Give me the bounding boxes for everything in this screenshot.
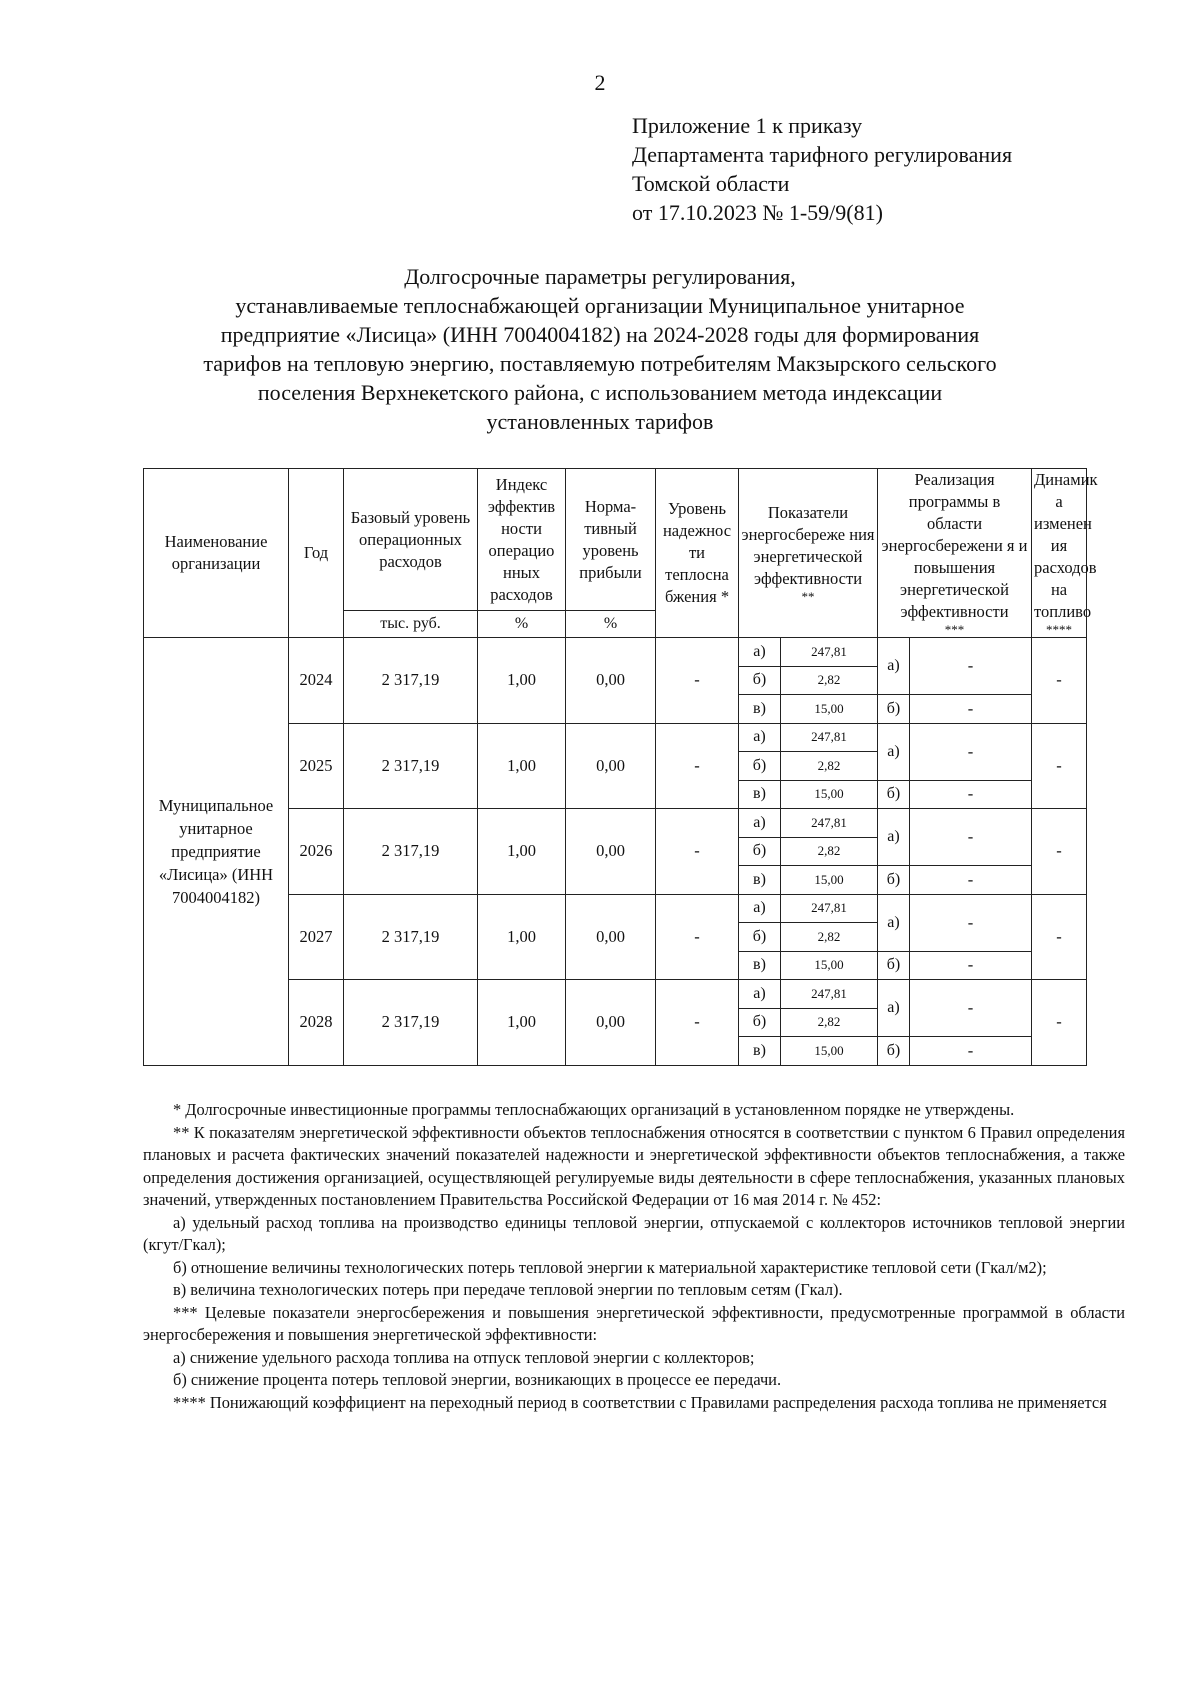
header-reliability — [656, 469, 739, 638]
header-dynamics — [1032, 469, 1098, 638]
energy-label: а) — [739, 638, 781, 667]
base-cost-cell: 2 317,19 — [344, 980, 478, 1066]
energy-label: а) — [739, 894, 781, 923]
base-cost-cell: 2 317,19 — [344, 894, 478, 980]
energy-value: 2,82 — [781, 666, 878, 695]
title-line: тарифов на тепловую энергию, поставляемую потребителям Макзырского сельского — [203, 351, 997, 376]
title-line: устанавливаемые теплоснабжающей организации Муниципальное унитарное — [235, 293, 965, 318]
energy-label: а) — [739, 723, 781, 752]
header-reliability-label: Уровень надежнос ти теплосна бжения — [662, 499, 732, 606]
year-cell: 2028 — [289, 980, 344, 1066]
organization-cell: Муниципальное унитарное предприятие «Лисица» (ИНН 7004004182) — [144, 638, 289, 1066]
energy-value: 15,00 — [781, 866, 878, 895]
approval-line: Департамента тарифного регулирования — [632, 142, 1013, 167]
header-energy — [739, 469, 878, 638]
header-energy-label: Показатели энергосбереже ния энергетической эффективности — [741, 503, 875, 588]
year-cell: 2026 — [289, 809, 344, 895]
table-row — [144, 638, 1087, 667]
program-label: б) — [878, 1037, 910, 1066]
unit-index: % — [478, 611, 566, 638]
efficiency-index-cell: 1,00 — [478, 809, 566, 895]
energy-label: в) — [739, 695, 781, 724]
year-cell: 2027 — [289, 894, 344, 980]
profit-level-cell: 0,00 — [566, 723, 656, 809]
energy-label: в) — [739, 951, 781, 980]
energy-value: 15,00 — [781, 695, 878, 724]
profit-level-cell: 0,00 — [566, 638, 656, 724]
energy-label: б) — [739, 837, 781, 866]
header-dynamics-label: Динамик а изменен ия расходов на топливо — [1034, 470, 1098, 621]
efficiency-index-cell: 1,00 — [478, 638, 566, 724]
program-label: а) — [878, 809, 910, 866]
program-value: - — [910, 638, 1032, 695]
program-value: - — [910, 951, 1032, 980]
footnote-mark: * — [720, 587, 730, 606]
energy-label: б) — [739, 923, 781, 952]
energy-value: 15,00 — [781, 780, 878, 809]
year-cell: 2024 — [289, 638, 344, 724]
profit-level-cell: 0,00 — [566, 894, 656, 980]
energy-label: в) — [739, 1037, 781, 1066]
program-label: б) — [878, 780, 910, 809]
header-index: Индекс эффектив ности операцио нных расходов — [478, 469, 566, 611]
footnote-mark: **** — [1046, 622, 1073, 637]
footnote-paragraph: * Долгосрочные инвестиционные программы теплоснабжающих организаций в установленном порядке не утверждены. — [173, 1100, 1015, 1119]
energy-label: в) — [739, 780, 781, 809]
energy-value: 15,00 — [781, 1037, 878, 1066]
base-cost-cell: 2 317,19 — [344, 638, 478, 724]
footnote-paragraph: *** Целевые показатели энергосбережения и повышения энергетической эффективности, предусмотренные программой в области энергосбережения и повышения энергетической эффективности: — [143, 1302, 1125, 1344]
document-title — [130, 262, 1070, 436]
unit-profit: % — [566, 611, 656, 638]
approval-line: Томской области — [632, 171, 790, 196]
program-label: а) — [878, 638, 910, 695]
program-value: - — [910, 866, 1032, 895]
program-value: - — [910, 1037, 1032, 1066]
energy-value: 247,81 — [781, 894, 878, 923]
dynamics-cell: - — [1032, 723, 1087, 809]
title-line: предприятие «Лисица» (ИНН 7004004182) на 2024-2028 годы для формирования — [220, 322, 980, 347]
program-value: - — [910, 723, 1032, 780]
program-value: - — [910, 695, 1032, 724]
energy-value: 247,81 — [781, 809, 878, 838]
program-value: - — [910, 809, 1032, 866]
program-value: - — [910, 894, 1032, 951]
dynamics-cell: - — [1032, 638, 1087, 724]
program-value: - — [910, 980, 1032, 1037]
footnote-mark: *** — [944, 622, 965, 637]
base-cost-cell: 2 317,19 — [344, 723, 478, 809]
program-label: а) — [878, 894, 910, 951]
profit-level-cell: 0,00 — [566, 980, 656, 1066]
title-line: установленных тарифов — [486, 409, 714, 434]
header-profit: Норма-тивный уровень прибыли — [566, 469, 656, 611]
energy-value: 247,81 — [781, 723, 878, 752]
energy-label: б) — [739, 666, 781, 695]
table-body — [144, 638, 1087, 1066]
energy-value: 247,81 — [781, 638, 878, 667]
profit-level-cell: 0,00 — [566, 809, 656, 895]
dynamics-cell: - — [1032, 809, 1087, 895]
reliability-cell: - — [656, 723, 739, 809]
footnote-paragraph: а) удельный расход топлива на производство единицы тепловой энергии, отпускаемой с коллекторов источников тепловой энергии (кгут/Гкал); — [143, 1212, 1125, 1254]
energy-value: 2,82 — [781, 837, 878, 866]
title-line: поселения Верхнекетского района, с использованием метода индексации — [257, 380, 943, 405]
footnote-paragraph: б) отношение величины технологических потерь тепловой энергии к материальной характеристике тепловой сети (Гкал/м2); — [173, 1257, 1047, 1277]
footnotes — [143, 1099, 1125, 1414]
header-base: Базовый уровень операционных расходов — [344, 469, 478, 611]
program-label: а) — [878, 980, 910, 1037]
energy-label: б) — [739, 752, 781, 781]
footnote-paragraph: б) снижение процента потерь тепловой энергии, возникающих в процессе ее передачи. — [173, 1370, 782, 1389]
footnote-paragraph: а) снижение удельного расхода топлива на отпуск тепловой энергии с коллекторов; — [173, 1347, 755, 1367]
year-cell: 2025 — [289, 723, 344, 809]
reliability-cell: - — [656, 980, 739, 1066]
energy-value: 2,82 — [781, 1008, 878, 1037]
header-year: Год — [289, 469, 344, 638]
energy-value: 2,82 — [781, 923, 878, 952]
base-cost-cell: 2 317,19 — [344, 809, 478, 895]
reliability-cell: - — [656, 894, 739, 980]
parameters-table — [143, 468, 1098, 1066]
efficiency-index-cell: 1,00 — [478, 980, 566, 1066]
header-program — [878, 469, 1032, 638]
program-value: - — [910, 780, 1032, 809]
approval-line: Приложение 1 к приказу — [632, 113, 863, 138]
approval-block — [632, 111, 1012, 227]
energy-value: 15,00 — [781, 951, 878, 980]
efficiency-index-cell: 1,00 — [478, 723, 566, 809]
header-program-label: Реализация программы в области энергосбережени я и повышения энергетической эффективности — [881, 470, 1028, 621]
energy-label: в) — [739, 866, 781, 895]
program-label: б) — [878, 951, 910, 980]
reliability-cell: - — [656, 809, 739, 895]
title-line: Долгосрочные параметры регулирования, — [404, 264, 796, 289]
reliability-cell: - — [656, 638, 739, 724]
energy-label: а) — [739, 809, 781, 838]
header-org: Наименование организации — [144, 469, 289, 638]
page-number: 2 — [594, 70, 606, 95]
program-label: б) — [878, 695, 910, 724]
efficiency-index-cell: 1,00 — [478, 894, 566, 980]
energy-value: 247,81 — [781, 980, 878, 1009]
energy-value: 2,82 — [781, 752, 878, 781]
unit-base: тыс. руб. — [344, 611, 478, 638]
footnote-mark: ** — [801, 589, 815, 604]
program-label: а) — [878, 723, 910, 780]
footnote-paragraph: **** Понижающий коэффициент на переходный период в соответствии с Правилами распределения расхода топлива не применяется — [173, 1392, 1107, 1412]
energy-label: б) — [739, 1008, 781, 1037]
footnote-paragraph: ** К показателям энергетической эффективности объектов теплоснабжения относятся в соответствии с пунктом 6 Правил определения плановых и расчета фактических значений показателей надежности и энергетической эффективности объектов теплоснабжения, а также определения достижения организацией, осуществляющей регулируемые виды деятельности в сфере теплоснабжения, указанных плановых значений, утвержденных постановлением Правительства Российской Федерации от 16 мая 2014 г. № 452: — [143, 1122, 1125, 1209]
approval-line: от 17.10.2023 № 1-59/9(81) — [632, 200, 883, 225]
program-label: б) — [878, 866, 910, 895]
footnote-paragraph: в) величина технологических потерь при передаче тепловой энергии по тепловым сетям (Гкал). — [173, 1280, 843, 1299]
dynamics-cell: - — [1032, 894, 1087, 980]
dynamics-cell: - — [1032, 980, 1087, 1066]
energy-label: а) — [739, 980, 781, 1009]
